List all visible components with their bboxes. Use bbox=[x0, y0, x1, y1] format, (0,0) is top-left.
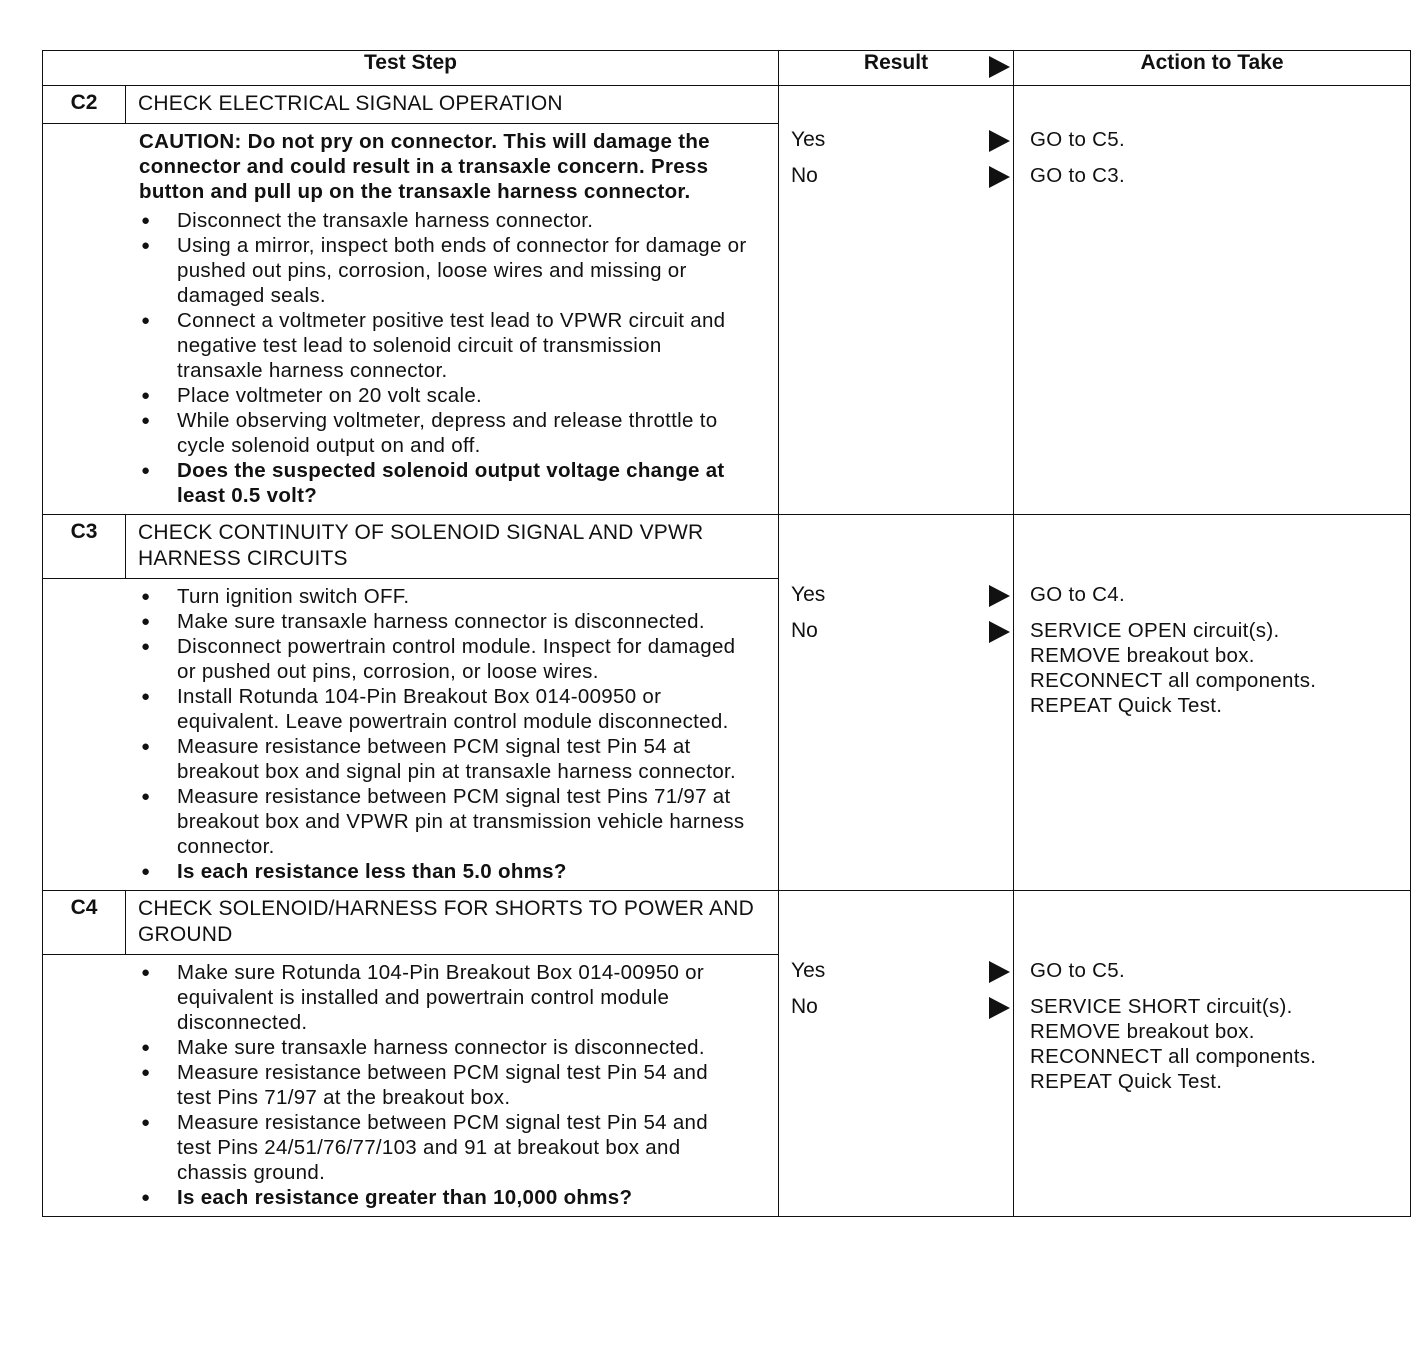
bullet-item: ● Make sure Rotunda 104-Pin Breakout Box 014-00950 or equivalent is installed and powertrain control module disconnected. bbox=[139, 960, 748, 1035]
bullet-item: ● Measure resistance between PCM signal test Pin 54 and test Pins 24/51/76/77/103 and 91 at breakout box and chassis ground. bbox=[139, 1110, 748, 1185]
bullet-item: ● Disconnect powertrain control module. Inspect for damaged or pushed out pins, corrosion, or loose wires. bbox=[139, 634, 748, 684]
step-question: ● Is each resistance greater than 10,000 ohms? bbox=[139, 1185, 748, 1210]
step-body bbox=[43, 124, 778, 514]
action-line: SERVICE OPEN circuit(s). bbox=[1030, 619, 1280, 642]
table-header-row bbox=[43, 51, 1411, 86]
step-bullets bbox=[139, 960, 748, 1210]
action-yes: GO to C5. bbox=[1030, 128, 1125, 151]
arrow-right-icon bbox=[987, 584, 1011, 608]
bullet-item: ● Turn ignition switch OFF. bbox=[139, 584, 748, 609]
diagnostic-table bbox=[42, 50, 1411, 1217]
arrow-right-icon bbox=[987, 165, 1011, 189]
action-yes: GO to C4. bbox=[1030, 583, 1125, 606]
result-list bbox=[779, 891, 1013, 1025]
action-list bbox=[1014, 86, 1410, 194]
header-action: Action to Take bbox=[1014, 51, 1411, 86]
step-id: C3 bbox=[43, 515, 126, 578]
action-line: REPEAT Quick Test. bbox=[1030, 1070, 1223, 1093]
result-cell bbox=[779, 515, 1014, 891]
action-cell bbox=[1014, 515, 1411, 891]
result-list bbox=[779, 86, 1013, 194]
bullet-item: ● Place voltmeter on 20 volt scale. bbox=[139, 383, 748, 408]
step-bullets bbox=[139, 584, 748, 884]
bullet-item: ● Make sure transaxle harness connector is disconnected. bbox=[139, 1035, 748, 1060]
caution-note: CAUTION: Do not pry on connector. This will damage the connector and could result in a transaxle concern. Press button and pull up on the transaxle harness connector. bbox=[139, 130, 710, 203]
step-title: CHECK SOLENOID/HARNESS FOR SHORTS TO POWER AND GROUND bbox=[138, 897, 754, 946]
diagnostic-page bbox=[42, 50, 1410, 1217]
result-list bbox=[779, 515, 1013, 649]
action-list bbox=[1014, 891, 1410, 1094]
bullet-item: ● Using a mirror, inspect both ends of connector for damage or pushed out pins, corrosion, loose wires and missing or damaged seals. bbox=[139, 233, 748, 308]
result-no bbox=[791, 613, 1013, 649]
step-row-c4 bbox=[43, 891, 1411, 1217]
action-line: REMOVE breakout box. bbox=[1030, 1020, 1255, 1043]
result-label: Yes bbox=[791, 128, 826, 151]
result-yes bbox=[791, 953, 1013, 989]
bullet-item: ● Make sure transaxle harness connector is disconnected. bbox=[139, 609, 748, 634]
result-label: No bbox=[791, 995, 818, 1018]
step-cell bbox=[43, 891, 779, 1217]
bullet-item: ● While observing voltmeter, depress and release throttle to cycle solenoid output on and off. bbox=[139, 408, 748, 458]
arrow-right-icon bbox=[987, 55, 1011, 79]
step-title-bar bbox=[43, 86, 778, 124]
step-id: C2 bbox=[43, 86, 126, 123]
arrow-right-icon bbox=[987, 129, 1011, 153]
result-no bbox=[791, 989, 1013, 1025]
action-no bbox=[1030, 613, 1398, 718]
step-bullets bbox=[139, 208, 748, 508]
step-title-bar bbox=[43, 891, 778, 955]
step-id: C4 bbox=[43, 891, 126, 954]
result-cell bbox=[779, 86, 1014, 515]
bullet-item: ● Measure resistance between PCM signal test Pin 54 at breakout box and signal pin at transaxle harness connector. bbox=[139, 734, 748, 784]
action-yes: GO to C5. bbox=[1030, 959, 1125, 982]
step-question: ● Is each resistance less than 5.0 ohms? bbox=[139, 859, 748, 884]
action-line: REPEAT Quick Test. bbox=[1030, 694, 1223, 717]
result-label: Yes bbox=[791, 583, 826, 606]
action-list bbox=[1014, 515, 1410, 718]
action-line: SERVICE SHORT circuit(s). bbox=[1030, 995, 1293, 1018]
action-line: RECONNECT all components. bbox=[1030, 669, 1317, 692]
action-line: RECONNECT all components. bbox=[1030, 1045, 1317, 1068]
result-cell bbox=[779, 891, 1014, 1217]
result-label: Yes bbox=[791, 959, 826, 982]
step-title: CHECK CONTINUITY OF SOLENOID SIGNAL AND VPWR HARNESS CIRCUITS bbox=[138, 521, 704, 570]
bullet-item: ● Disconnect the transaxle harness connector. bbox=[139, 208, 748, 233]
action-cell bbox=[1014, 891, 1411, 1217]
step-body bbox=[43, 955, 778, 1216]
arrow-right-icon bbox=[987, 996, 1011, 1020]
bullet-item: ● Measure resistance between PCM signal test Pin 54 and test Pins 71/97 at the breakout box. bbox=[139, 1060, 748, 1110]
step-title: CHECK ELECTRICAL SIGNAL OPERATION bbox=[138, 92, 563, 115]
step-question: ● Does the suspected solenoid output voltage change at least 0.5 volt? bbox=[139, 458, 748, 508]
arrow-right-icon bbox=[987, 960, 1011, 984]
result-yes bbox=[791, 122, 1013, 158]
step-body bbox=[43, 579, 778, 890]
arrow-right-icon bbox=[987, 620, 1011, 644]
result-label: No bbox=[791, 619, 818, 642]
step-title-bar bbox=[43, 515, 778, 579]
action-no: GO to C3. bbox=[1030, 164, 1125, 187]
step-row-c2 bbox=[43, 86, 1411, 515]
bullet-item: ● Connect a voltmeter positive test lead to VPWR circuit and negative test lead to solenoid circuit of transmission transaxle harness connector. bbox=[139, 308, 748, 383]
step-cell bbox=[43, 515, 779, 891]
bullet-item: ● Measure resistance between PCM signal test Pins 71/97 at breakout box and VPWR pin at transmission vehicle harness connector. bbox=[139, 784, 748, 859]
action-line: REMOVE breakout box. bbox=[1030, 644, 1255, 667]
step-cell bbox=[43, 86, 779, 515]
bullet-item: ● Install Rotunda 104-Pin Breakout Box 014-00950 or equivalent. Leave powertrain control module disconnected. bbox=[139, 684, 748, 734]
result-no bbox=[791, 158, 1013, 194]
action-cell bbox=[1014, 86, 1411, 515]
result-label: No bbox=[791, 164, 818, 187]
header-test-step: Test Step bbox=[43, 51, 779, 86]
step-row-c3 bbox=[43, 515, 1411, 891]
result-yes bbox=[791, 577, 1013, 613]
action-no bbox=[1030, 989, 1398, 1094]
header-result-label: Result bbox=[863, 51, 929, 74]
header-result bbox=[779, 51, 1014, 86]
